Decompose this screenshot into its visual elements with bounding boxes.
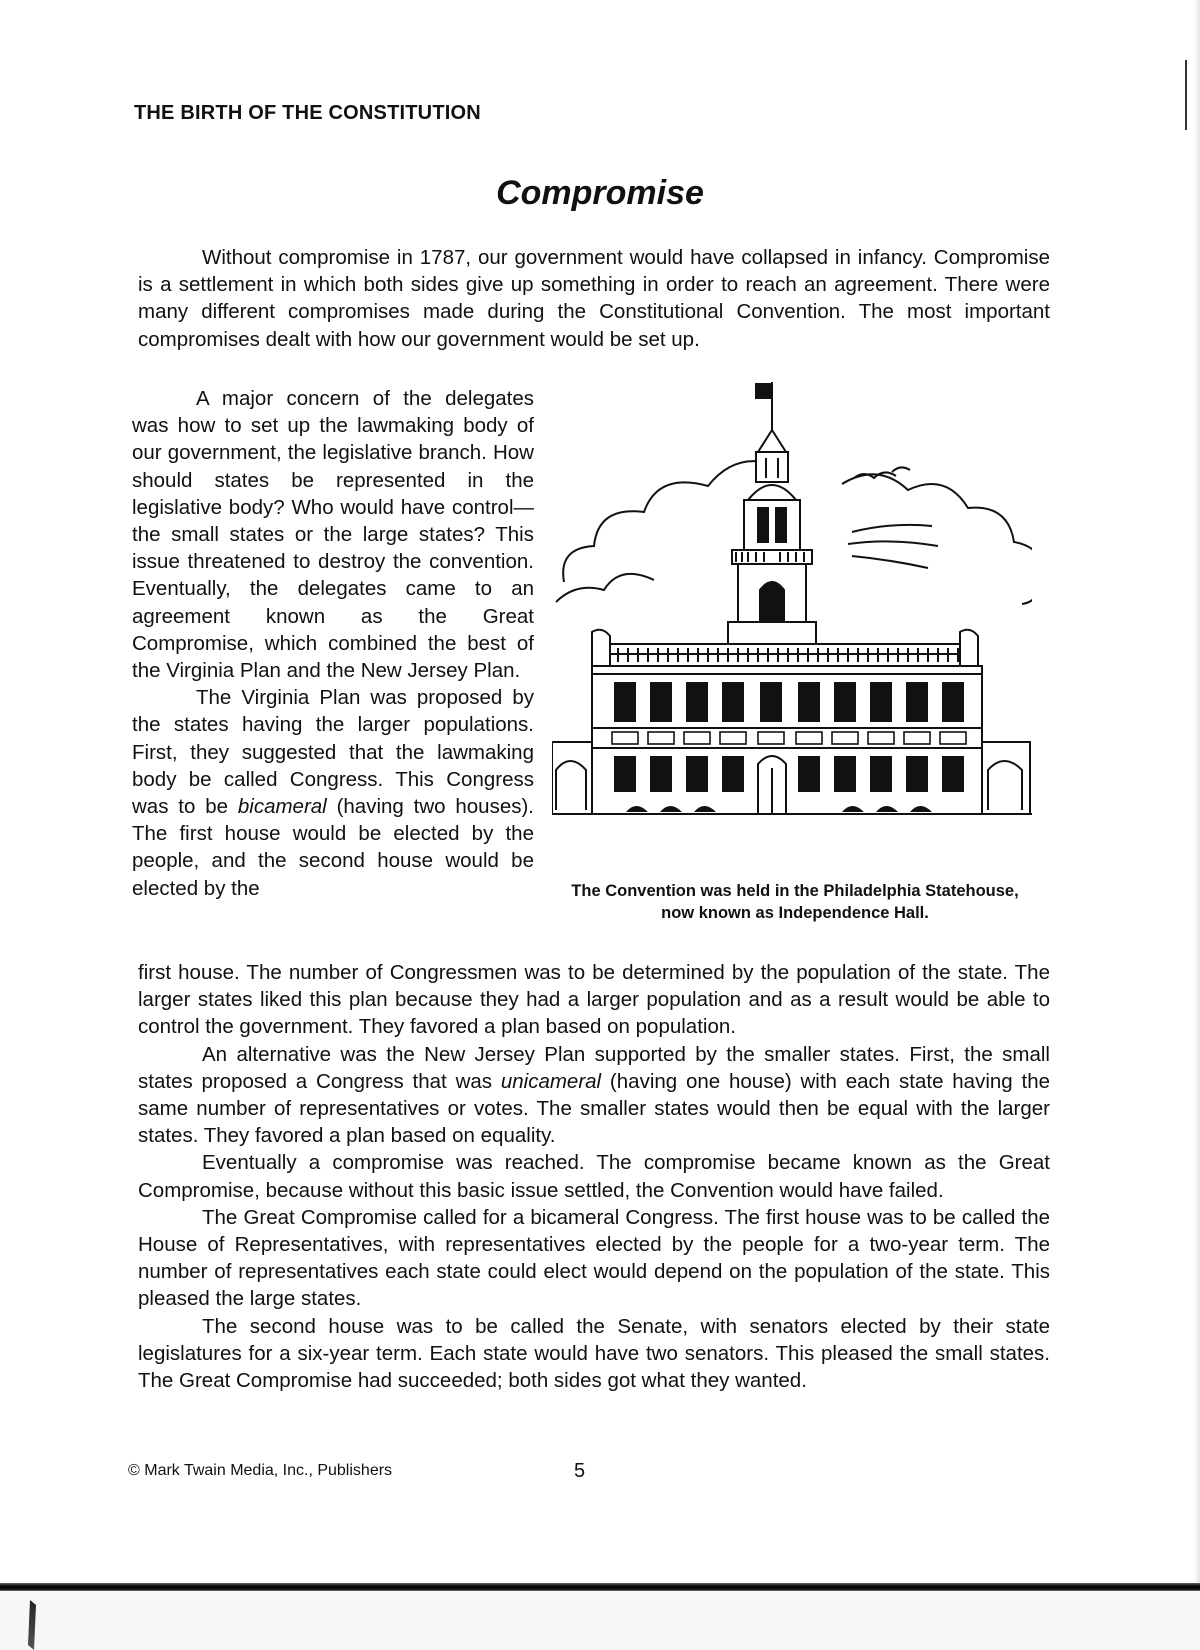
paragraph-legislative-concern: A major concern of the delegates was how to set up the lawmaking body of our government, the legislative branch. How should states be represented in the legislative body? Who would have control—the small states or the large states? This issue threatened to destroy the convention. Eventually, the delegates came to an agreement known as the Great Compromise, which combined the best of the Virginia Plan and the New Jersey Plan. [132,387,534,683]
dome [748,485,796,500]
publisher-credit: © Mark Twain Media, Inc., Publishers [128,1462,393,1479]
new-jersey-text-start: An alternative was the New Jersey Plan supported by the smaller states. First, the small states proposed a Congress that was [138,1042,1050,1093]
flag-icon [756,384,772,398]
page-title: Compromise [496,174,704,212]
paragraph-house-of-representatives: The Great Compromise called for a bicameral Congress. The first house was to be called the House of Representatives, with representatives elected by the people for a two-year term. The number of representatives each state could elect would depend on the population of the state. This pleased the large states. [138,1205,1050,1311]
left-column [132,385,534,902]
scan-background [0,1591,1200,1650]
paragraph-compromise-reached: Eventually a compromise was reached. The compromise became known as the Great Compromise, because without this basic issue settled, the Convention would have failed. [138,1151,1050,1202]
chimney-right [960,630,978,666]
figure-independence-hall [552,382,1032,862]
page-right-shadow [1194,0,1200,1650]
independence-hall-illustration [552,382,1032,862]
figure-caption: The Convention was held in the Philadelphia Statehouse, now known as Independence Hall. [571,882,1019,922]
bird-icon-2 [892,467,910,472]
term-bicameral: bicameral [237,795,327,819]
virginia-plan-text-mid: (having two houses). The first house would be elected by the people, and the second house would be elected by the [132,795,534,900]
cloud-right-lines [848,525,938,568]
scan-mark [1185,60,1187,130]
page-top-edge [0,0,1200,8]
tower-base [728,622,816,644]
cloud-left-lower [556,574,654,602]
virginia-plan-text-start: The Virginia Plan was proposed by the states having the larger populations. First, they suggested that the lawmaking body be called Congress. This Congress was to be [132,686,534,819]
bottom-rule [0,1583,1200,1591]
arched-window [760,582,784,620]
term-unicameral: unicameral [500,1069,602,1093]
belfry-balustrade [732,550,812,564]
intro-section [138,244,1050,353]
lower-section [138,959,1050,1394]
page-number: 5 [574,1460,586,1482]
new-jersey-text-end: (having one house) with each state having the same number of representatives or votes. The smaller states would then be equal with the larger states. They favored a plan based on equality. [138,1069,1050,1148]
spire-lantern [756,452,788,482]
running-head: THE BIRTH OF THE CONSTITUTION [134,102,481,124]
paragraph-virginia-plan-continued: first house. The number of Congressmen was to be determined by the population of the state. The larger states liked this plan because they had a larger population and as a result would be able to control the government. They favored a plan based on population. [138,961,1050,1039]
spire [758,430,786,452]
paragraph-intro: Without compromise in 1787, our government would have collapsed in infancy. Compromise is a settlement in which both sides give up something in order to reach an agreement. There were many different compromises made during the Constitutional Convention. The most important compromises dealt with how our government would be set up. [138,246,1050,351]
paragraph-virginia-plan [132,684,534,902]
paragraph-senate: The second house was to be called the Senate, with senators elected by their state legislatures for a six-year term. Each state would have two senators. This pleased the small states. The Great Compromise had succeeded; both sides got what they wanted. [138,1314,1050,1393]
chimney-left [592,630,610,666]
paragraph-new-jersey-plan [138,1041,1050,1150]
cupola [744,500,800,550]
cloud-right [842,474,1032,604]
